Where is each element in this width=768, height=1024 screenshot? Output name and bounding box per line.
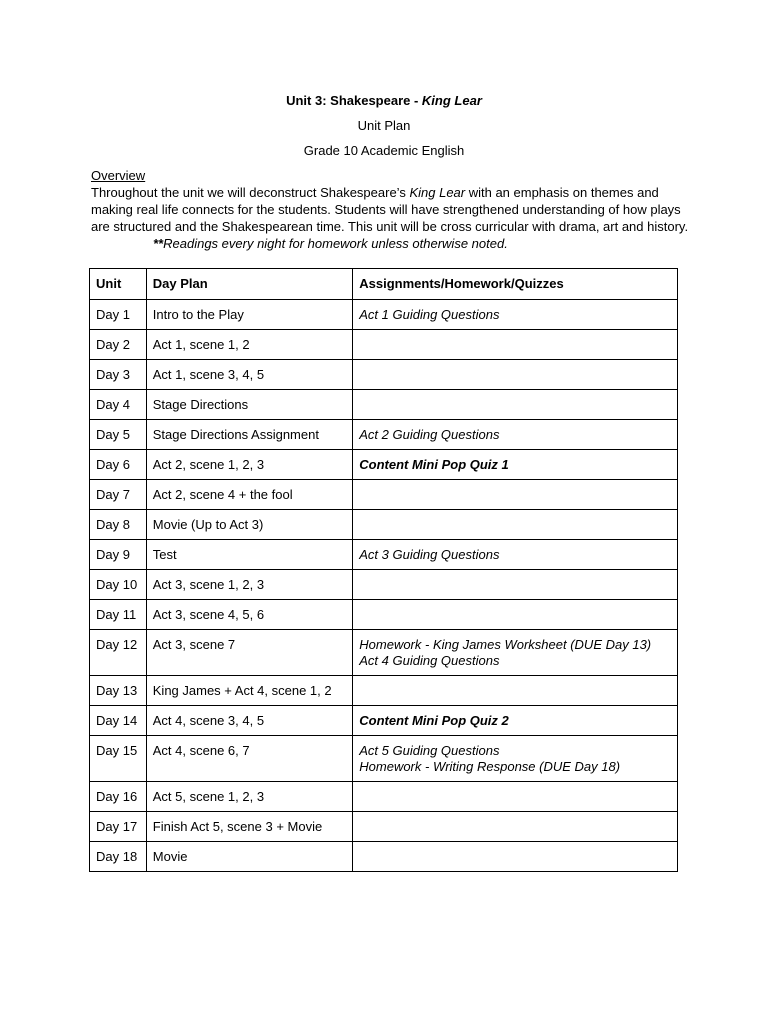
cell-unit: Day 2 [90, 330, 147, 360]
cell-assignments [353, 736, 678, 782]
cell-assignments [353, 480, 678, 510]
header-assignments: Assignments/Homework/Quizzes [353, 269, 678, 300]
cell-day-plan: Act 1, scene 1, 2 [146, 330, 353, 360]
cell-assignments [353, 782, 678, 812]
cell-assignments [353, 390, 678, 420]
overview-work-title: King Lear [409, 185, 466, 200]
cell-day-plan: Act 3, scene 1, 2, 3 [146, 570, 353, 600]
cell-unit: Day 14 [90, 706, 147, 736]
cell-day-plan: King James + Act 4, scene 1, 2 [146, 676, 353, 706]
table-row [90, 676, 678, 706]
cell-day-plan: Act 3, scene 7 [146, 630, 353, 676]
cell-day-plan: Act 2, scene 4 + the fool [146, 480, 353, 510]
quiz-label: Content Mini Pop Quiz 1 [359, 457, 509, 472]
table-row [90, 706, 678, 736]
cell-assignments [353, 600, 678, 630]
overview-text-part-2: with an emphasis on themes and making real life connects for the students. Students will have strengthened understanding of how plays are structured and the Shakespearean time. This unit will be cross curricular with drama, art and history. [91, 185, 689, 234]
cell-unit: Day 7 [90, 480, 147, 510]
table-row [90, 420, 678, 450]
cell-unit: Day 5 [90, 420, 147, 450]
cell-assignments [353, 300, 678, 330]
cell-day-plan: Finish Act 5, scene 3 + Movie [146, 812, 353, 842]
readings-note [153, 235, 508, 252]
cell-day-plan: Movie (Up to Act 3) [146, 510, 353, 540]
table-row [90, 782, 678, 812]
cell-assignments [353, 540, 678, 570]
cell-unit: Day 16 [90, 782, 147, 812]
cell-day-plan: Act 4, scene 3, 4, 5 [146, 706, 353, 736]
table-row [90, 842, 678, 872]
cell-assignments [353, 630, 678, 676]
table-row [90, 736, 678, 782]
cell-assignments [353, 420, 678, 450]
cell-assignments [353, 706, 678, 736]
cell-unit: Day 10 [90, 570, 147, 600]
cell-day-plan: Act 2, scene 1, 2, 3 [146, 450, 353, 480]
assignment-label: Act 3 Guiding Questions [359, 547, 500, 562]
header-day-plan: Day Plan [146, 269, 353, 300]
cell-unit: Day 1 [90, 300, 147, 330]
document-title [0, 93, 768, 109]
table-row [90, 510, 678, 540]
cell-day-plan: Stage Directions Assignment [146, 420, 353, 450]
assignment-label: Act 1 Guiding Questions [359, 307, 500, 322]
assignment-label: Homework - King James Worksheet (DUE Day 13) [359, 637, 652, 652]
table-row [90, 450, 678, 480]
cell-day-plan: Act 5, scene 1, 2, 3 [146, 782, 353, 812]
overview-section [91, 167, 691, 252]
document-subtitle: Unit Plan [357, 118, 411, 133]
cell-unit: Day 15 [90, 736, 147, 782]
cell-assignments [353, 330, 678, 360]
overview-heading: Overview [91, 168, 146, 183]
cell-unit: Day 6 [90, 450, 147, 480]
table-row [90, 360, 678, 390]
cell-assignments [353, 450, 678, 480]
quiz-label: Content Mini Pop Quiz 2 [359, 713, 509, 728]
header-unit: Unit [90, 269, 147, 300]
cell-day-plan: Act 3, scene 4, 5, 6 [146, 600, 353, 630]
cell-assignments [353, 842, 678, 872]
cell-unit: Day 9 [90, 540, 147, 570]
table-row [90, 390, 678, 420]
overview-text-part-1: Throughout the unit we will deconstruct Shakespeare’s [91, 185, 410, 200]
cell-day-plan: Intro to the Play [146, 300, 353, 330]
title-prefix: Unit 3: Shakespeare - [286, 93, 422, 108]
cell-day-plan: Act 1, scene 3, 4, 5 [146, 360, 353, 390]
cell-assignments [353, 676, 678, 706]
cell-assignments [353, 570, 678, 600]
cell-unit: Day 3 [90, 360, 147, 390]
table-row [90, 330, 678, 360]
assignment-label: Act 4 Guiding Questions [359, 653, 500, 668]
cell-unit: Day 11 [90, 600, 147, 630]
readings-note-text: Readings every night for homework unless otherwise noted. [163, 236, 508, 251]
assignment-label: Homework - Writing Response (DUE Day 18) [359, 759, 621, 774]
unit-plan-table [89, 268, 678, 872]
cell-unit: Day 4 [90, 390, 147, 420]
grade-label: Grade 10 Academic English [303, 143, 465, 158]
assignment-label: Act 5 Guiding Questions [359, 743, 500, 758]
cell-unit: Day 13 [90, 676, 147, 706]
table-body [90, 300, 678, 872]
cell-day-plan: Act 4, scene 6, 7 [146, 736, 353, 782]
cell-assignments [353, 510, 678, 540]
table-row [90, 600, 678, 630]
table-row [90, 300, 678, 330]
cell-unit: Day 12 [90, 630, 147, 676]
overview-text [91, 184, 691, 252]
cell-unit: Day 18 [90, 842, 147, 872]
table-row [90, 630, 678, 676]
assignment-label: Act 2 Guiding Questions [359, 427, 500, 442]
table-row [90, 540, 678, 570]
cell-unit: Day 17 [90, 812, 147, 842]
table-row [90, 570, 678, 600]
cell-day-plan: Stage Directions [146, 390, 353, 420]
cell-day-plan: Movie [146, 842, 353, 872]
table-row [90, 480, 678, 510]
readings-note-stars: ** [153, 236, 164, 251]
cell-day-plan: Test [146, 540, 353, 570]
title-work: King Lear [421, 93, 482, 108]
table-row [90, 812, 678, 842]
cell-assignments [353, 812, 678, 842]
table-header-row [90, 269, 678, 300]
cell-unit: Day 8 [90, 510, 147, 540]
cell-assignments [353, 360, 678, 390]
